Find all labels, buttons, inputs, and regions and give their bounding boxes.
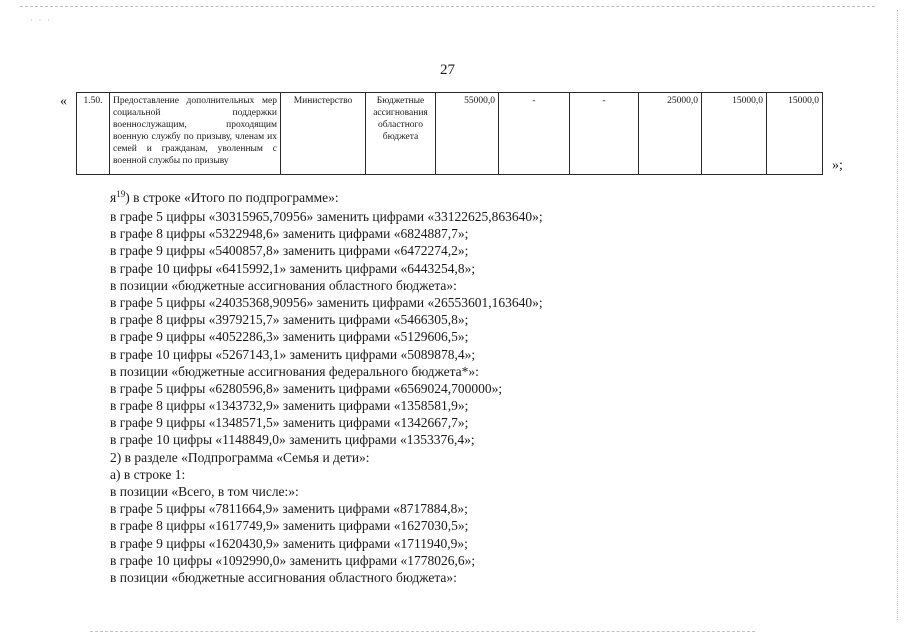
text-line: в графе 8 цифры «1343732,9» заменить цифрами «1358581,9»; [110,398,469,414]
text-line: в графе 5 цифры «7811664,9» заменить цифрами «8717884,8»; [110,501,468,517]
text-line: а) в строке 1: [110,466,186,482]
text-lines [110,208,830,586]
text-line: в графе 9 цифры «5400857,8» заменить цифрами «6472274,2»; [110,243,469,259]
text-line: 2) в разделе «Подпрограмма «Семья и дети»: [110,449,370,465]
table-row [77,93,823,175]
cell-funding-source: Бюджетные ассигнования областного бюджета [366,93,436,175]
cell-value-6: 15000,0 [767,93,823,175]
text-line: в графе 5 цифры «6280596,8» заменить цифрами «6569024,700000»; [110,380,503,396]
amendment-table [76,92,823,175]
text-line: в позиции «бюджетные ассигнования областного бюджета»: [110,569,457,585]
text-line-first [110,188,830,208]
text-line: в графе 9 цифры «1620430,9» заменить цифрами «1711940,9»; [110,535,468,551]
text-line: в позиции «бюджетные ассигнования федерального бюджета*»: [110,363,479,379]
item-heading: ) в строке «Итого по подпрограмме»: [125,190,339,205]
item-letter: я [110,190,117,205]
text-line: в графе 5 цифры «30315965,70956» заменить цифрами «33122625,863640»; [110,209,543,224]
opening-quote: « [60,94,67,109]
text-line: в графе 10 цифры «6415992,1» заменить цифрами «6443254,8»; [110,260,476,276]
scan-edge-top [20,6,875,7]
text-line: в графе 9 цифры «4052286,3» заменить цифрами «5129606,5»; [110,329,469,345]
cell-value-4: 25000,0 [639,93,702,175]
text-line: в графе 8 цифры «3979215,7» заменить цифрами «5466305,8»; [110,312,469,328]
scan-edge-right [897,10,898,620]
text-line: в позиции «бюджетные ассигнования областного бюджета»: [110,277,457,293]
cell-value-5: 15000,0 [702,93,767,175]
cell-value-2: - [499,93,570,175]
page-number: 27 [440,62,455,78]
text-line: в графе 10 цифры «1148849,0» заменить цифрами «1353376,4»; [110,432,475,448]
text-line: в графе 8 цифры «1617749,9» заменить цифрами «1627030,5»; [110,518,469,534]
cell-executor: Министерство [281,93,366,175]
text-line: в позиции «Всего, в том числе:»: [110,484,299,499]
cell-value-3: - [570,93,639,175]
scan-noise: · · · [30,16,52,25]
scan-edge-bottom [90,631,755,632]
text-line: в графе 10 цифры «1092990,0» заменить цифрами «1778026,6»; [110,552,476,568]
cell-description: Предоставление дополнительных мер социальной поддержки военнослужащим, проходящим военную службу по призыву, членам их семей и гражданам, уволенным с военной службы по призыву [110,93,281,175]
closing-quote: »; [832,158,843,173]
text-line: в графе 9 цифры «1348571,5» заменить цифрами «1342667,7»; [110,415,469,431]
cell-value-total: 55000,0 [436,93,499,175]
amendment-text [110,188,830,586]
text-line: в графе 8 цифры «5322948,6» заменить цифрами «6824887,7»; [110,226,469,242]
item-superscript: 19 [116,189,126,199]
text-line: в графе 10 цифры «5267143,1» заменить цифрами «5089878,4»; [110,346,476,362]
text-line: в графе 5 цифры «24035368,90956» заменить цифрами «26553601,163640»; [110,294,543,310]
cell-row-number: 1.50. [77,93,110,175]
